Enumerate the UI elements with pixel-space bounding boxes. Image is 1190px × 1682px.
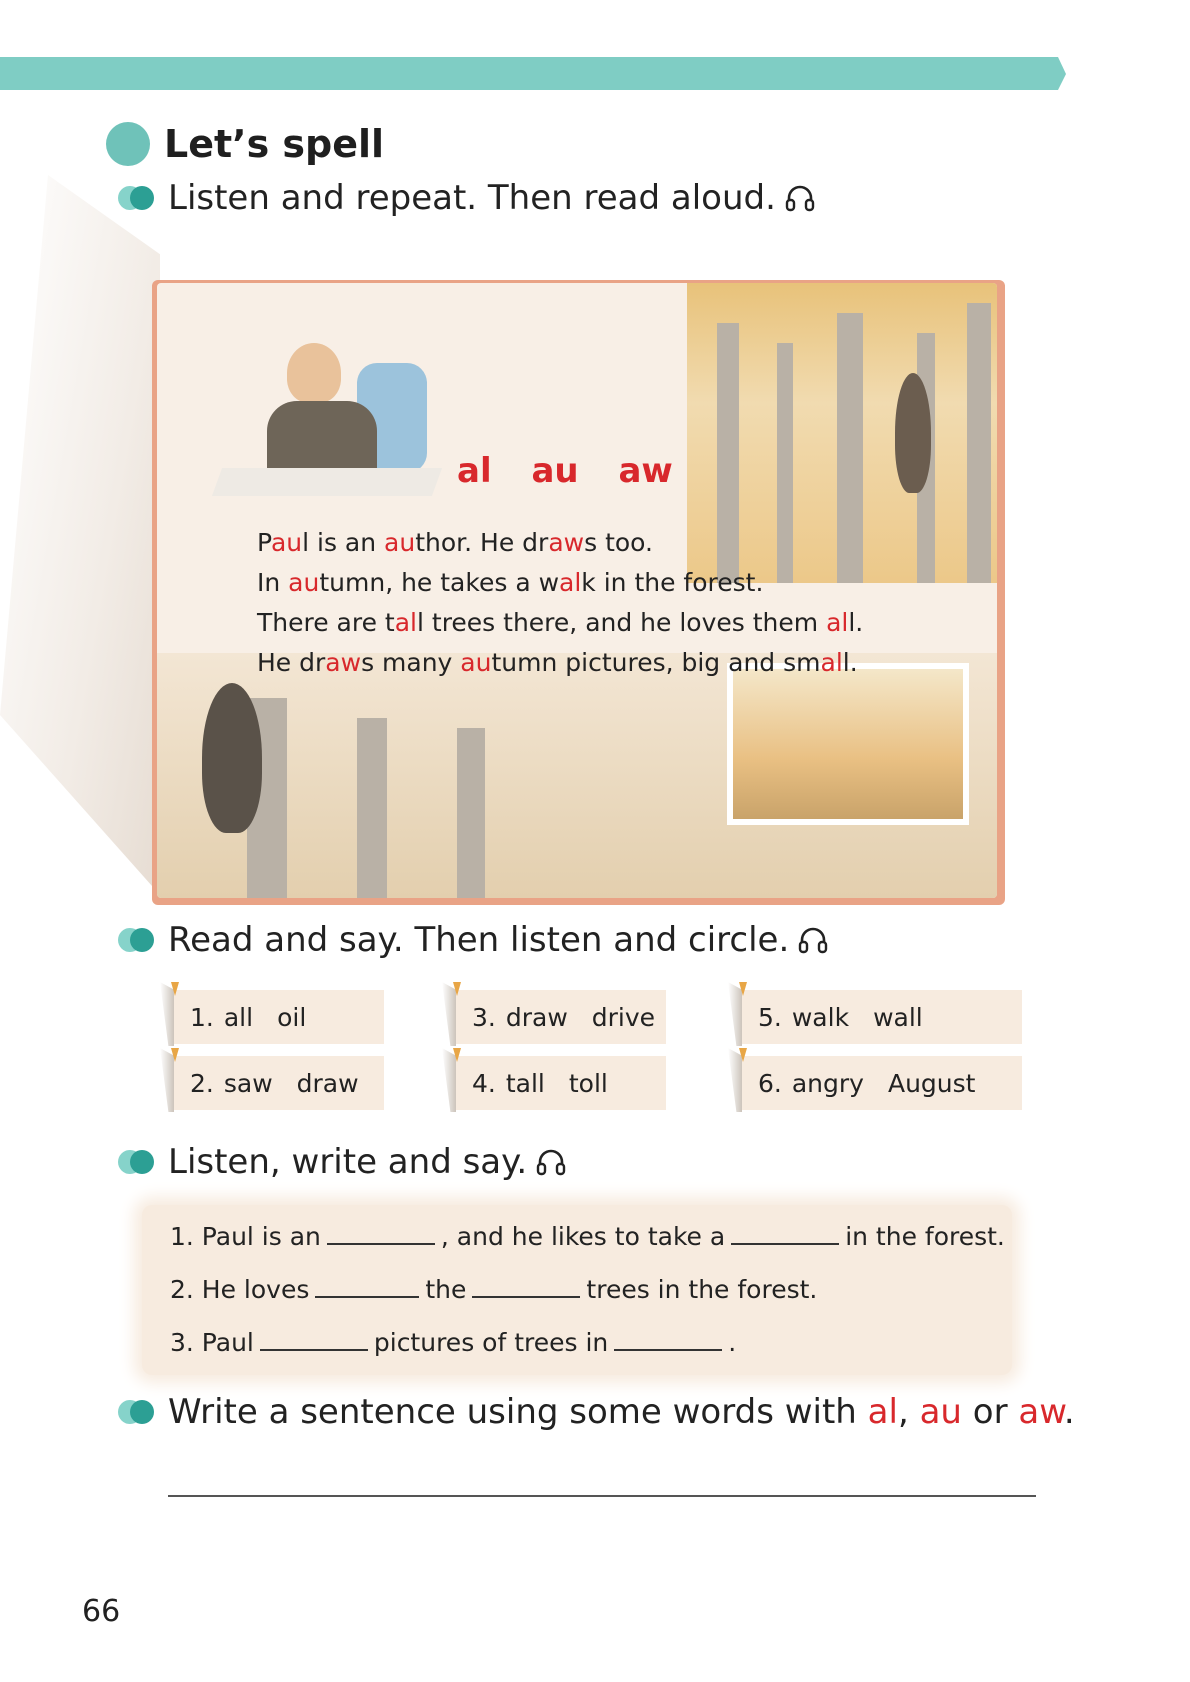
blank-input[interactable] xyxy=(327,1242,435,1245)
bullet-icon xyxy=(118,1400,156,1424)
window-illustration xyxy=(727,663,969,825)
highlighted-letters: aw xyxy=(548,528,585,557)
blank-input[interactable] xyxy=(731,1242,839,1245)
word-option[interactable]: drive xyxy=(591,1002,656,1032)
word-option[interactable]: draw xyxy=(505,1002,568,1032)
storybook-page xyxy=(157,283,997,898)
fill-sentence-1: 1. Paul is an , and he likes to take a in the forest. xyxy=(170,1222,1005,1251)
instruction-listen-repeat xyxy=(118,178,816,218)
story-text xyxy=(257,523,863,683)
story-line: There are tall trees there, and he loves them all. xyxy=(257,608,864,637)
title-dot-icon xyxy=(106,122,150,166)
spelling-patterns xyxy=(457,451,673,491)
word-option[interactable]: oil xyxy=(277,1002,307,1032)
word-option[interactable]: toll xyxy=(568,1068,608,1098)
fill-sentence-3: 3. Paul pictures of trees in . xyxy=(170,1328,737,1357)
bullet-icon xyxy=(118,186,156,210)
paul-drawing-illustration xyxy=(217,323,447,493)
instruction-read-circle xyxy=(118,920,829,960)
blank-input[interactable] xyxy=(472,1295,580,1298)
word-pair-1: 1. all oil xyxy=(174,990,384,1044)
highlighted-letters: au xyxy=(384,528,416,557)
highlighted-letters: au xyxy=(288,568,320,597)
word-pair-3: 3. draw drive xyxy=(456,990,666,1044)
headphones-icon[interactable] xyxy=(535,1146,567,1178)
highlighted-letters: al xyxy=(820,648,843,677)
headphones-icon[interactable] xyxy=(784,182,816,214)
instruction-text: Read and say. Then listen and circle. xyxy=(168,920,790,960)
story-line: In autumn, he takes a walk in the forest. xyxy=(257,568,764,597)
instruction-listen-write xyxy=(118,1142,567,1182)
word-option[interactable]: walk xyxy=(791,1002,850,1032)
answer-line[interactable] xyxy=(168,1495,1036,1497)
blank-input[interactable] xyxy=(260,1348,368,1351)
pattern-aw: aw xyxy=(618,451,673,491)
word-option[interactable]: tall xyxy=(505,1068,545,1098)
headphones-icon[interactable] xyxy=(797,924,829,956)
word-pair-2: 2. saw draw xyxy=(174,1056,384,1110)
highlighted-letters: aw xyxy=(325,648,362,677)
word-option[interactable]: draw xyxy=(296,1068,359,1098)
top-banner xyxy=(0,57,1058,90)
instruction-write-sentence xyxy=(118,1392,1075,1432)
fill-sentence-2: 2. He loves the trees in the forest. xyxy=(170,1275,818,1304)
story-line: He draws many autumn pictures, big and small. xyxy=(257,648,858,677)
blank-input[interactable] xyxy=(315,1295,419,1298)
highlighted-letters: au xyxy=(270,528,303,557)
word-option[interactable]: angry xyxy=(791,1068,864,1098)
word-pair-4: 4. tall toll xyxy=(456,1056,666,1110)
highlighted-letters: al xyxy=(826,608,849,637)
page-number: 66 xyxy=(82,1594,121,1629)
word-option[interactable]: saw xyxy=(223,1068,273,1098)
word-option[interactable]: August xyxy=(887,1068,976,1098)
book-left-page xyxy=(0,175,160,895)
instruction-text: Write a sentence using some words with al, au or aw. xyxy=(168,1392,1075,1432)
word-pair-6: 6. angry August xyxy=(742,1056,1022,1110)
section-title xyxy=(106,122,384,166)
bullet-icon xyxy=(118,1150,156,1174)
bullet-icon xyxy=(118,928,156,952)
highlighted-letters: al xyxy=(559,568,582,597)
story-line: Paul is an author. He draws too. xyxy=(257,528,653,557)
blank-input[interactable] xyxy=(614,1348,722,1351)
word-option[interactable]: all xyxy=(223,1002,254,1032)
pattern-al: al xyxy=(457,451,492,491)
paul-walking-figure xyxy=(895,373,931,493)
pattern-au: au xyxy=(531,451,579,491)
highlighted-letters: al xyxy=(394,608,417,637)
word-pair-5: 5. walk wall xyxy=(742,990,1022,1044)
word-option[interactable]: wall xyxy=(873,1002,923,1032)
instruction-text: Listen, write and say. xyxy=(168,1142,528,1182)
highlighted-letters: au xyxy=(460,648,492,677)
page-title: Let’s spell xyxy=(164,122,385,166)
instruction-text: Listen and repeat. Then read aloud. xyxy=(168,178,776,218)
